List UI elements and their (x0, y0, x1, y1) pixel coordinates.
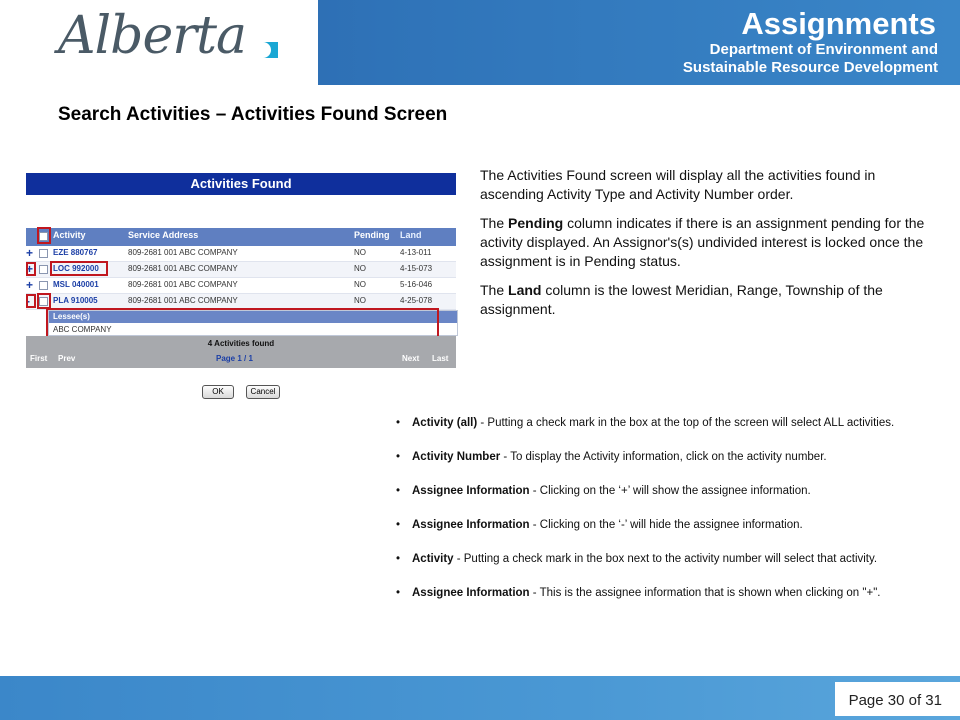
service-address: 809-2681 001 ABC COMPANY (128, 248, 238, 257)
p3-bold: Land (508, 282, 542, 298)
bullet-term: Assignee Information (412, 587, 530, 599)
activity-link[interactable]: PLA 910005 (53, 296, 98, 305)
ok-button[interactable]: OK (202, 385, 234, 399)
highlight-select-all (37, 227, 51, 244)
pending-value: NO (354, 264, 366, 273)
service-address: 809-2681 001 ABC COMPANY (128, 264, 238, 273)
subtitle-line-1: Department of Environment and (709, 41, 938, 58)
activities-found-count: 4 Activities found (207, 339, 275, 348)
bullet-text: - Clicking on the ‘-’ will hide the assignee information. (529, 519, 803, 531)
description-paragraph-2 (480, 214, 930, 271)
collapse-icon[interactable]: - (26, 294, 30, 308)
banner-title: Assignments (741, 6, 936, 41)
alberta-logo: Alberta (58, 6, 246, 66)
activities-found-screenshot (26, 170, 456, 402)
bullet-text: - Clicking on the ‘+’ will show the assignee information. (529, 485, 811, 497)
list-item (396, 585, 936, 602)
table-row (26, 278, 456, 294)
activity-link[interactable]: LOC 992000 (53, 264, 99, 273)
p3-pre: The (480, 282, 509, 298)
bullet-term: Activity Number (412, 451, 501, 463)
column-pending: Pending (354, 230, 390, 240)
p2-pre: The (480, 215, 509, 231)
pending-value: NO (354, 296, 366, 305)
help-bullets (396, 415, 936, 619)
activities-found-title: Activities Found (26, 173, 456, 195)
expand-icon[interactable]: + (26, 246, 34, 260)
column-service-address: Service Address (128, 230, 199, 240)
highlight-plus (26, 262, 36, 276)
pager-first[interactable]: First (30, 354, 48, 363)
land-value: 4-13-011 (400, 248, 432, 257)
lessee-header: Lessee(s) (49, 311, 457, 323)
row-checkbox[interactable] (39, 249, 48, 258)
activity-link[interactable]: EZE 880767 (53, 248, 98, 257)
bullet-text: - To display the Activity information, click on the activity number. (500, 451, 827, 463)
activity-link[interactable]: MSL 040001 (53, 280, 99, 289)
list-item (396, 483, 936, 500)
subtitle-line-2: Sustainable Resource Development (682, 59, 938, 76)
pending-value: NO (354, 280, 366, 289)
highlight-minus (26, 294, 36, 308)
land-value: 4-15-073 (400, 264, 433, 273)
column-activity: Activity (53, 230, 86, 240)
results-footer (26, 336, 456, 368)
p3-post: column is the lowest Meridian, Range, Township of the assignment. (480, 282, 883, 317)
banner-subtitle (683, 41, 938, 77)
list-item (396, 415, 936, 432)
bullet-term: Activity (all) (412, 417, 478, 429)
description-paragraph-1: The Activities Found screen will display all the activities found in ascending Activity Type and Activity Number order. (480, 167, 876, 202)
pager-prev[interactable]: Prev (58, 354, 76, 363)
p2-bold: Pending (508, 215, 564, 231)
list-item (396, 517, 936, 534)
highlight-activity-number (50, 261, 108, 276)
footer-bar (0, 676, 960, 720)
land-value: 4-25-078 (400, 296, 433, 305)
bullet-term: Assignee Information (412, 485, 530, 497)
row-checkbox[interactable] (39, 265, 48, 274)
expand-icon[interactable]: + (26, 278, 34, 292)
lessee-value: ABC COMPANY (53, 325, 112, 334)
expand-icon[interactable]: + (26, 262, 34, 276)
page-title: Search Activities – Activities Found Screen (58, 104, 448, 125)
highlight-lessee (46, 308, 439, 338)
cancel-button[interactable]: Cancel (246, 385, 280, 399)
service-address: 809-2681 001 ABC COMPANY (128, 280, 238, 289)
land-value: 5-16-046 (400, 280, 433, 289)
bullet-text: - Putting a check mark in the box next to the activity number will select that activity. (453, 553, 878, 565)
bullet-text: - Putting a check mark in the box at the top of the screen will select ALL activities. (477, 417, 895, 429)
row-checkbox[interactable] (39, 281, 48, 290)
description-paragraph-3 (480, 281, 930, 319)
bullet-text: - This is the assignee information that is shown when clicking on "+". (529, 587, 881, 599)
pager-last[interactable]: Last (432, 354, 449, 363)
bullet-term: Assignee Information (412, 519, 530, 531)
logo-area (0, 0, 318, 85)
p2-post: column indicates if there is an assignment pending for the activity displayed. An Assignor's(s) undivided interest is locked once the assignment is in Pending status. (480, 215, 925, 269)
page-number: Page 30 of 31 (848, 692, 942, 709)
list-item (396, 551, 936, 568)
pager-next[interactable]: Next (402, 354, 420, 363)
table-header (26, 228, 456, 246)
description (480, 166, 930, 329)
pending-value: NO (354, 248, 366, 257)
table-row (26, 246, 456, 262)
logo-mark-icon (262, 42, 278, 58)
service-address: 809-2681 001 ABC COMPANY (128, 296, 238, 305)
list-item (396, 449, 936, 466)
column-land: Land (400, 230, 422, 240)
header-banner (0, 0, 960, 85)
pager-page: Page 1 / 1 (216, 354, 253, 363)
bullet-term: Activity (412, 553, 454, 565)
highlight-row-checkbox (37, 293, 51, 309)
